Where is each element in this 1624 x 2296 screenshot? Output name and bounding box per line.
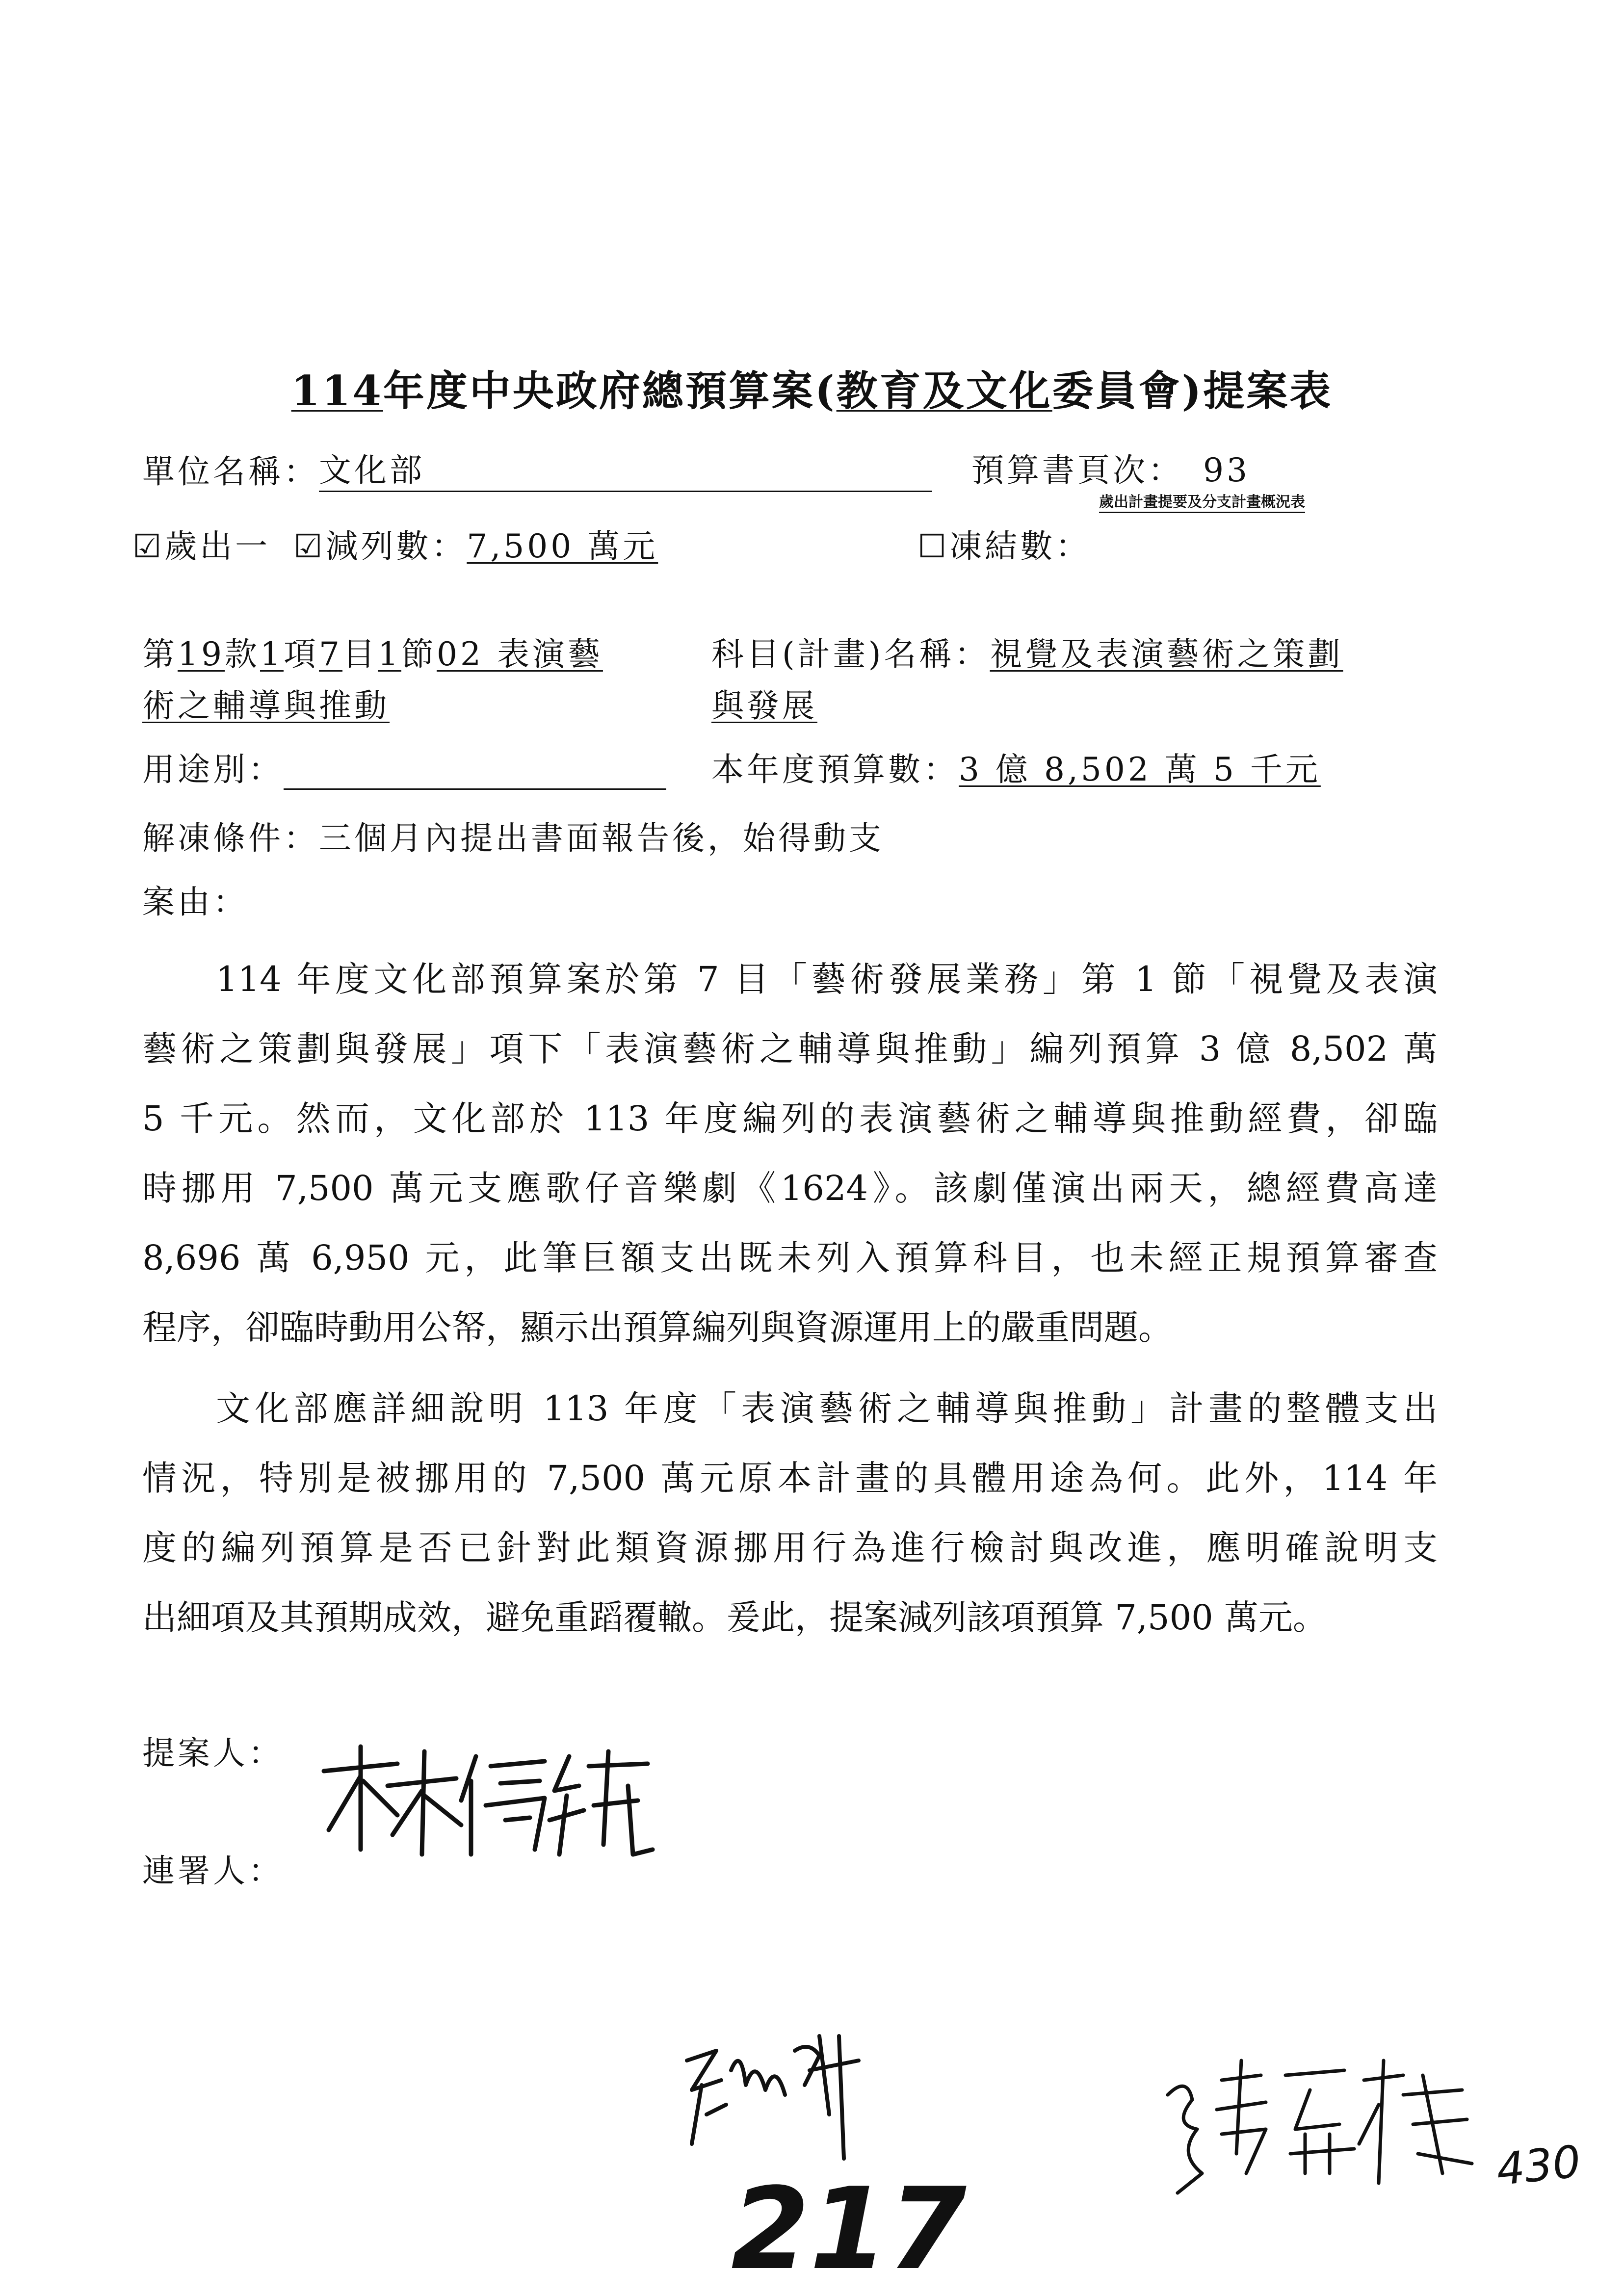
proposer-label: 提案人：	[142, 1734, 284, 1772]
subject-name-cont: 與發展	[711, 687, 817, 725]
handwritten-number-430: 430	[1493, 2136, 1583, 2196]
paragraph-line: 5 千元。然而，文化部於 113 年度編列的表演藝術之輔導與推動經費，卻臨	[142, 1098, 1438, 1139]
expenditure-checkbox[interactable]: ☑	[132, 527, 165, 565]
unfreeze-condition: 解凍條件：三個月內提出書面報告後，始得動支	[142, 819, 884, 857]
cosigner-signature-2	[1148, 2046, 1492, 2203]
unit-name-field: 文化部	[319, 444, 932, 492]
reason-paragraph-2	[142, 1374, 1438, 1652]
paragraph-line: 藝術之策劃與發展」項下「表演藝術之輔導與推動」編列預算 3 億 8,502 萬	[142, 1029, 1438, 1069]
annual-budget-row: 本年度預算數：3 億 8,502 萬 5 千元	[711, 751, 1321, 788]
paragraph-line: 程序，卻臨時動用公帑，顯示出預算編列與資源運用上的嚴重問題。	[142, 1307, 1173, 1348]
budget-page-row: 預算書頁次： 93	[971, 451, 1250, 489]
unit-name-row: 單位名稱：文化部	[142, 444, 932, 492]
checkbox-row: ☑歲出一 ☑減列數：7,500 萬元	[132, 527, 658, 565]
paragraph-line: 文化部應詳細說明 113 年度「表演藝術之輔導與推動」計畫的整體支出	[216, 1388, 1438, 1429]
cosigner-label: 連署人：	[142, 1852, 284, 1890]
paragraph-line: 度的編列預算是否已針對此類資源挪用行為進行檢討與改進，應明確說明支	[142, 1528, 1438, 1568]
freeze-checkbox[interactable]: ☐	[917, 527, 950, 565]
usage-field	[284, 756, 666, 790]
budget-page-note: 歲出計畫提要及分支計畫概況表	[1099, 494, 1305, 511]
paragraph-line: 時挪用 7,500 萬元支應歌仔音樂劇《1624》。該劇僅演出兩天，總經費高達	[142, 1168, 1438, 1208]
cosigner-signature-1	[672, 2016, 893, 2164]
reason-label: 案由：	[142, 883, 248, 921]
paragraph-line: 8,696 萬 6,950 元，此筆巨額支出既未列入預算科目，也未經正規預算審查	[142, 1238, 1438, 1278]
freeze-row: ☐凍結數：	[917, 527, 1091, 565]
handwritten-number-217: 217	[731, 2164, 967, 2295]
paragraph-line: 情況，特別是被挪用的 7,500 萬元原本計畫的具體用途為何。此外，114 年	[142, 1458, 1438, 1498]
reduce-amount: 7,500 萬元	[467, 527, 658, 565]
reason-paragraph-1	[142, 944, 1438, 1362]
budget-item-code: 第19款1項7目1節02 表演藝	[142, 635, 603, 673]
paragraph-line: 114 年度文化部預算案於第 7 目「藝術發展業務」第 1 節「視覺及表演	[216, 959, 1438, 999]
subject-name-row: 科目(計畫)名稱：視覺及表演藝術之策劃	[711, 635, 1343, 673]
usage-row: 用途別：	[142, 743, 666, 790]
paragraph-line: 出細項及其預期成效，避免重蹈覆轍。爰此，提案減列該項預算 7,500 萬元。	[142, 1597, 1327, 1638]
form-title: 114年度中央政府總預算案(教育及文化委員會)提案表	[291, 366, 1333, 415]
proposer-signature	[314, 1737, 657, 1864]
reduce-checkbox[interactable]: ☑	[293, 527, 326, 565]
annual-budget-value: 3 億 8,502 萬 5 千元	[959, 751, 1321, 788]
budget-item-name-cont: 術之輔導與推動	[142, 687, 390, 725]
budget-page-number: 93	[1203, 451, 1250, 489]
